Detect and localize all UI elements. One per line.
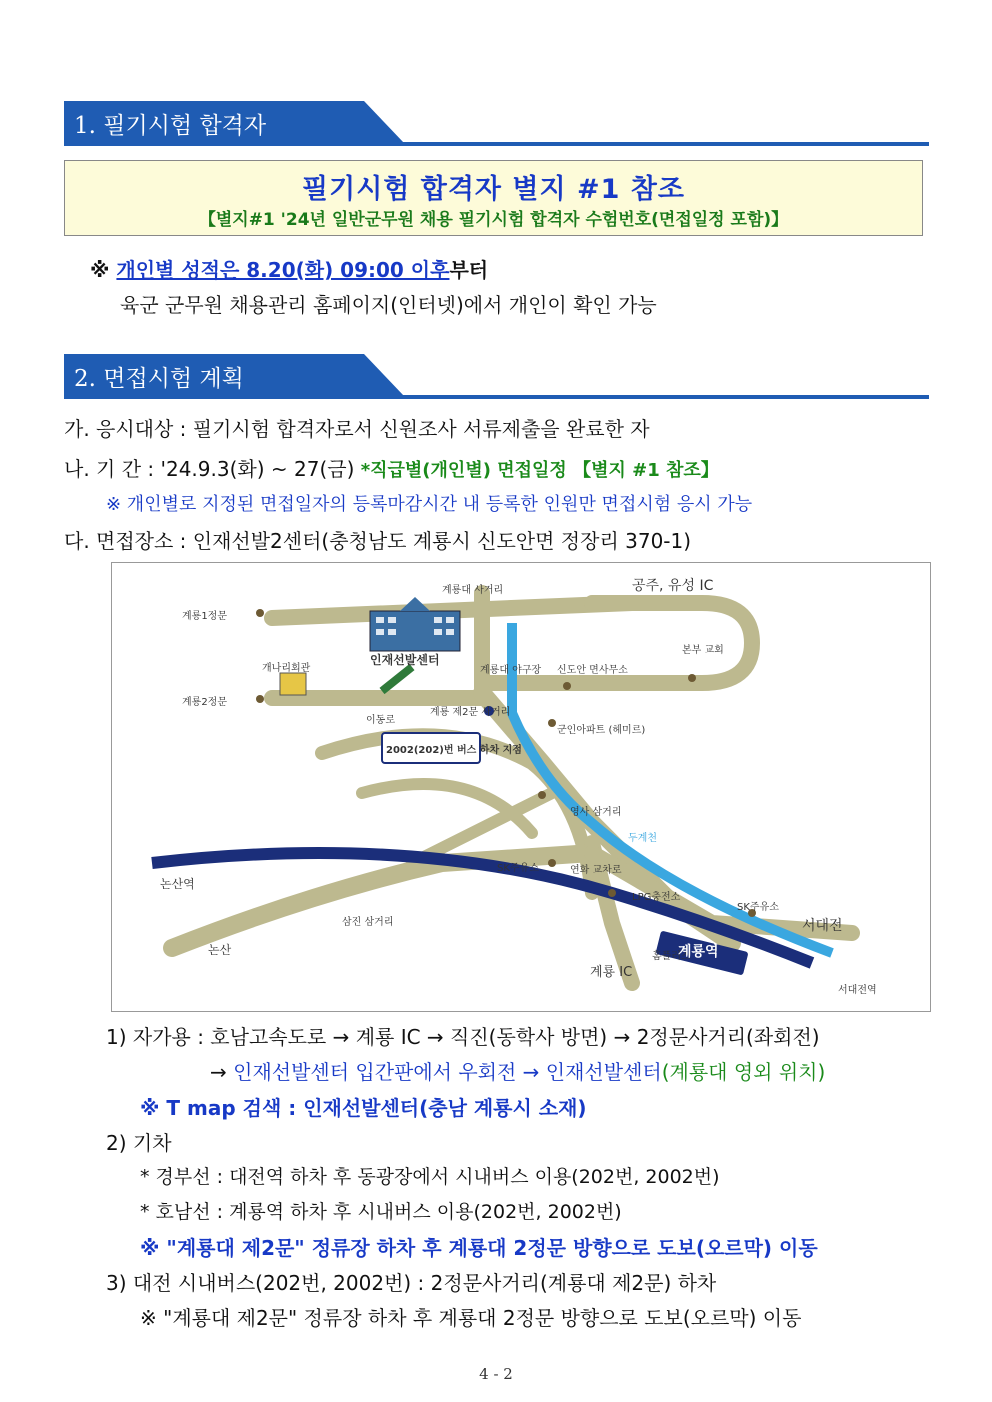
score-note [90, 254, 488, 283]
location-map [111, 562, 931, 1012]
map-label-gongju: 공주, 유성 IC [632, 578, 714, 594]
plan-period-ref: 【별지 #1 참조】 [573, 460, 719, 481]
plan-period-dates: 나. 기 간 : '24.9.3(화) ~ 27(금) [64, 457, 355, 481]
directions-car-blue: 인재선발센터 입간판에서 우회전 → 인재선발센터 [233, 1060, 662, 1084]
map-label-nonsan: 논산 [208, 943, 232, 957]
map-label-crossroad: 계룡대 사거리 [442, 585, 504, 596]
notice-box [64, 160, 923, 236]
score-date-highlight: 개인별 성적은 8.20(화) 09:00 이후 [116, 258, 450, 282]
section-header-2 [64, 354, 929, 398]
plan-period-note: ※ 개인별로 지정된 면접일자의 등록마감시간 내 등록한 인원만 면접시험 응시 가능 [106, 494, 753, 515]
map-label-gate2: 계룡2정문 [182, 697, 228, 708]
map-label-post: 신도안 면사무소 [557, 665, 628, 676]
map-label-gyeryong-ic: 계룡 IC [590, 965, 633, 980]
notice-subline: 【별지#1 '24년 일반군무원 채용 필기시험 합격자 수험번호(면접일정 포함)】 [198, 210, 789, 230]
train-note: ※ "계룡대 제2문" 정류장 하차 후 계룡대 2정문 방향으로 도보(오르막) 이동 [140, 1236, 818, 1260]
map-label-gyeryong-station: 계룡역 [678, 944, 719, 960]
map-label-sk1: SK주유소 [497, 863, 539, 874]
arrow-text: → [210, 1060, 227, 1084]
score-note-line2: 육군 군무원 채용관리 홈페이지(인터넷)에서 개인이 확인 가능 [120, 293, 657, 317]
note-mark: ※ [90, 258, 110, 282]
map-label-center: 인재선발센터 [370, 653, 440, 667]
train-honam: * 호남선 : 계룡역 하차 후 시내버스 이용(202번, 2002번) [140, 1201, 622, 1223]
section-title: 1. 필기시험 합격자 [74, 113, 267, 139]
map-label-lpg: LPG충전소 [632, 892, 681, 903]
map-label-sk2: SK주유소 [737, 902, 779, 913]
tmap-note: ※ T map 검색 : 인재선발센터(충남 계룡시 소재) [140, 1096, 587, 1120]
map-label-samjin: 삼진 삼거리 [342, 917, 394, 928]
hall-icon [280, 673, 306, 695]
section-header-1 [64, 101, 929, 145]
map-label-homeplus: 홈플러스 [652, 951, 691, 962]
map-label-yeonhwa: 연화 교차로 [570, 865, 622, 876]
train-title: 2) 기차 [106, 1131, 172, 1155]
bus-title: 3) 대전 시내버스(202번, 2002번) : 2정문사거리(계룡대 제2문) 하차 [106, 1271, 717, 1295]
map-label-idongro: 이동로 [366, 715, 395, 726]
map-label-apt: 군인아파트 (헤미르) [557, 725, 646, 736]
plan-period [64, 453, 719, 482]
plan-period-schedule: *직급별(개인별) 면접일정 [360, 460, 567, 481]
map-label-church: 본부 교회 [682, 645, 724, 656]
score-note-tail: 부터 [449, 258, 489, 282]
bus-note: ※ "계룡대 제2문" 정류장 하차 후 계룡대 2정문 방향으로 도보(오르막) 이동 [140, 1306, 802, 1330]
map-label-gaenari: 개나리회관 [262, 663, 311, 674]
directions-car-line2 [210, 1056, 825, 1085]
map-label-seodaejeon-station: 서대전역 [838, 985, 877, 996]
map-label-river: 두계천 [628, 833, 657, 844]
map-label-nonsan-station: 논산역 [160, 877, 195, 891]
map-label-yeongsa: 영사 삼거리 [570, 807, 622, 818]
map-label-baseball: 계룡대 야구장 [480, 665, 542, 676]
map-label-gate2-cross: 계룡 제2문 사거리 [430, 707, 511, 718]
map-drawing [112, 563, 930, 1011]
directions-car-green: (계룡대 영외 위치) [661, 1060, 826, 1084]
directions-car: 1) 자가용 : 호남고속도로 → 계룡 IC → 직진(동학사 방면) → 2정문사거리(좌회전) [106, 1025, 820, 1049]
map-label-seodaejeon: 서대전 [802, 918, 843, 934]
map-label-gate1: 계룡1정문 [182, 611, 228, 622]
page-number: 4 - 2 [479, 1365, 513, 1383]
map-label-bus-stop: 2002(202)번 버스 하차 지점 [386, 745, 522, 756]
section-title: 2. 면접시험 계획 [74, 366, 244, 392]
notice-headline: 필기시험 합격자 별지 #1 참조 [302, 174, 685, 205]
plan-location: 다. 면접장소 : 인재선발2센터(충청남도 계룡시 신도안면 정장리 370-1) [64, 529, 692, 553]
train-gyeongbu: * 경부선 : 대전역 하차 후 동광장에서 시내버스 이용(202번, 2002번) [140, 1166, 720, 1188]
plan-target: 가. 응시대상 : 필기시험 합격자로서 신원조사 서류제출을 완료한 자 [64, 417, 650, 441]
